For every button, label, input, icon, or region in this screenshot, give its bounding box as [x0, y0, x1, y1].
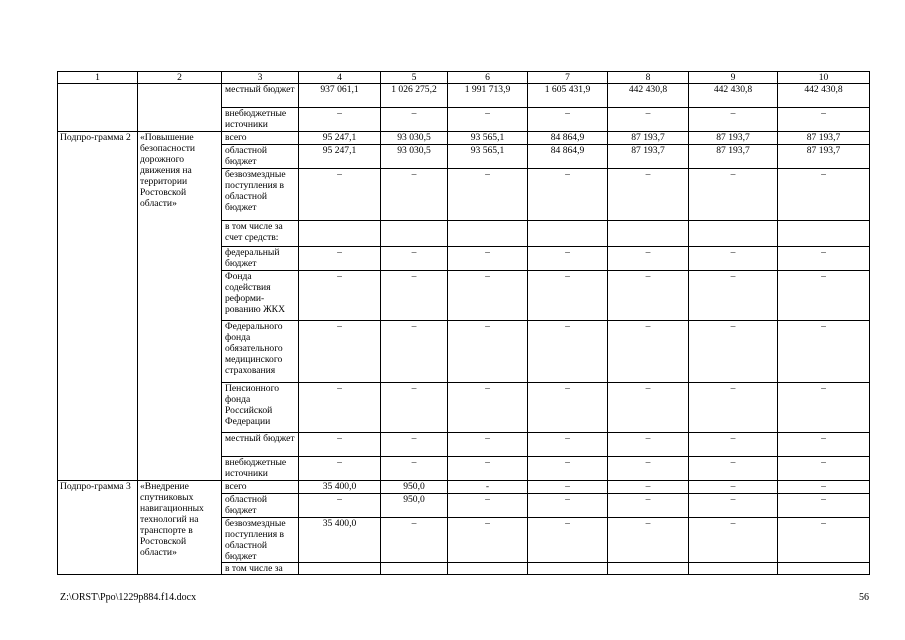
header-cell: 5	[381, 72, 448, 84]
value-cell: 87 193,7	[608, 132, 689, 145]
value-cell: –	[608, 321, 689, 383]
value-cell: –	[299, 383, 381, 433]
value-cell: –	[528, 321, 608, 383]
source-label: Фонда содействия реформи-рованию ЖКХ	[222, 271, 299, 321]
value-cell: –	[689, 481, 778, 494]
value-cell: 442 430,8	[608, 84, 689, 108]
value-cell: 1 605 431,9	[528, 84, 608, 108]
value-cell	[608, 563, 689, 575]
value-cell: 87 193,7	[778, 132, 870, 145]
source-label: всего	[222, 481, 299, 494]
value-cell: –	[448, 108, 528, 132]
value-cell: 35 400,0	[299, 481, 381, 494]
value-cell: –	[448, 321, 528, 383]
value-cell: 87 193,7	[608, 145, 689, 169]
header-cell: 7	[528, 72, 608, 84]
source-label: областной бюджет	[222, 494, 299, 518]
table-row	[58, 84, 870, 108]
value-cell: 87 193,7	[689, 145, 778, 169]
value-cell: –	[608, 271, 689, 321]
source-label: областной бюджет	[222, 145, 299, 169]
value-cell: 35 400,0	[299, 518, 381, 563]
value-cell: –	[608, 457, 689, 481]
value-cell: 93 030,5	[381, 132, 448, 145]
value-cell: –	[608, 518, 689, 563]
source-label: внебюджетные источники	[222, 108, 299, 132]
header-cell: 9	[689, 72, 778, 84]
value-cell: –	[381, 383, 448, 433]
value-cell: –	[689, 433, 778, 457]
value-cell: –	[528, 108, 608, 132]
source-label: безвозмездные поступления в областной бюджет	[222, 518, 299, 563]
value-cell: 95 247,1	[299, 132, 381, 145]
header-cell: 10	[778, 72, 870, 84]
value-cell: –	[689, 321, 778, 383]
value-cell	[689, 221, 778, 247]
value-cell: 950,0	[381, 481, 448, 494]
value-cell: –	[299, 108, 381, 132]
value-cell: –	[448, 169, 528, 221]
value-cell: –	[381, 108, 448, 132]
header-cell: 4	[299, 72, 381, 84]
value-cell: –	[381, 247, 448, 271]
program-name: Подпро-грамма 3	[58, 481, 138, 575]
source-label: в том числе за	[222, 563, 299, 575]
value-cell: –	[381, 518, 448, 563]
source-label: местный бюджет	[222, 433, 299, 457]
value-cell	[299, 221, 381, 247]
value-cell: –	[528, 169, 608, 221]
header-cell: 1	[58, 72, 138, 84]
value-cell: 1 026 275,2	[381, 84, 448, 108]
value-cell: –	[448, 433, 528, 457]
value-cell: –	[608, 433, 689, 457]
value-cell: 87 193,7	[778, 145, 870, 169]
source-label: Федерального фонда обязательного медицинского страхования	[222, 321, 299, 383]
value-cell: –	[381, 457, 448, 481]
value-cell: –	[299, 494, 381, 518]
value-cell	[381, 563, 448, 575]
program-title: «Повышение безопасности дорожного движения на территории Ростовской области»	[138, 132, 222, 481]
value-cell: –	[608, 108, 689, 132]
source-label: Пенсионного фонда Российской Федерации	[222, 383, 299, 433]
value-cell: 93 565,1	[448, 145, 528, 169]
value-cell: –	[448, 271, 528, 321]
value-cell: –	[778, 481, 870, 494]
value-cell: –	[528, 494, 608, 518]
header-cell: 8	[608, 72, 689, 84]
header-cell: 2	[138, 72, 222, 84]
budget-table	[57, 71, 870, 575]
value-cell	[689, 563, 778, 575]
value-cell: 937 061,1	[299, 84, 381, 108]
value-cell: –	[448, 383, 528, 433]
source-label: безвозмездные поступления в областной бюджет	[222, 169, 299, 221]
value-cell: –	[448, 247, 528, 271]
value-cell: –	[689, 518, 778, 563]
value-cell: –	[299, 457, 381, 481]
value-cell: –	[381, 271, 448, 321]
value-cell	[528, 221, 608, 247]
footer-page-number: 56	[859, 592, 869, 603]
value-cell: –	[778, 108, 870, 132]
value-cell	[528, 563, 608, 575]
value-cell: 93 030,5	[381, 145, 448, 169]
value-cell: –	[778, 518, 870, 563]
value-cell: –	[778, 457, 870, 481]
value-cell	[608, 221, 689, 247]
value-cell: 95 247,1	[299, 145, 381, 169]
value-cell: –	[778, 247, 870, 271]
empty-cell	[58, 84, 138, 132]
value-cell: –	[778, 321, 870, 383]
value-cell: –	[448, 518, 528, 563]
table-row	[58, 132, 870, 145]
value-cell: –	[608, 247, 689, 271]
value-cell: –	[608, 494, 689, 518]
value-cell: –	[299, 433, 381, 457]
value-cell: –	[689, 169, 778, 221]
value-cell: –	[299, 271, 381, 321]
value-cell: –	[689, 247, 778, 271]
value-cell: –	[528, 247, 608, 271]
value-cell: –	[778, 433, 870, 457]
source-label: федеральный бюджет	[222, 247, 299, 271]
value-cell: –	[608, 481, 689, 494]
value-cell: 442 430,8	[778, 84, 870, 108]
value-cell: –	[778, 494, 870, 518]
value-cell: –	[381, 169, 448, 221]
value-cell: –	[448, 494, 528, 518]
value-cell: –	[528, 383, 608, 433]
value-cell: –	[448, 457, 528, 481]
value-cell: –	[528, 433, 608, 457]
value-cell: 84 864,9	[528, 132, 608, 145]
header-cell: 6	[448, 72, 528, 84]
value-cell: –	[689, 494, 778, 518]
value-cell: 950,0	[381, 494, 448, 518]
value-cell: –	[778, 169, 870, 221]
source-label: местный бюджет	[222, 84, 299, 108]
value-cell: –	[689, 271, 778, 321]
source-label: в том числе за счет средств:	[222, 221, 299, 247]
value-cell	[448, 563, 528, 575]
value-cell: –	[299, 169, 381, 221]
value-cell: -	[448, 481, 528, 494]
value-cell: –	[528, 481, 608, 494]
value-cell	[448, 221, 528, 247]
value-cell: 93 565,1	[448, 132, 528, 145]
value-cell: –	[528, 271, 608, 321]
value-cell: 87 193,7	[689, 132, 778, 145]
program-title: «Внедрение спутниковых навигационных технологий на транспорте в Ростовской области»	[138, 481, 222, 575]
value-cell: –	[381, 321, 448, 383]
value-cell	[299, 563, 381, 575]
source-label: внебюджетные источники	[222, 457, 299, 481]
header-cell: 3	[222, 72, 299, 84]
empty-cell	[138, 84, 222, 132]
value-cell: –	[778, 271, 870, 321]
footer-file-path: Z:\ORST\Ppo\1229p884.f14.docx	[60, 592, 197, 603]
table-row	[58, 481, 870, 494]
value-cell: 442 430,8	[689, 84, 778, 108]
value-cell: –	[689, 457, 778, 481]
value-cell: –	[381, 433, 448, 457]
program-name: Подпро-грамма 2	[58, 132, 138, 481]
value-cell	[381, 221, 448, 247]
value-cell: –	[778, 383, 870, 433]
value-cell: –	[689, 108, 778, 132]
value-cell: 1 991 713,9	[448, 84, 528, 108]
value-cell	[778, 221, 870, 247]
value-cell	[778, 563, 870, 575]
header-row	[58, 72, 870, 84]
value-cell: –	[608, 169, 689, 221]
value-cell: –	[528, 457, 608, 481]
source-label: всего	[222, 132, 299, 145]
value-cell: –	[299, 321, 381, 383]
value-cell: –	[528, 518, 608, 563]
value-cell: 84 864,9	[528, 145, 608, 169]
value-cell: –	[608, 383, 689, 433]
value-cell: –	[299, 247, 381, 271]
value-cell: –	[689, 383, 778, 433]
